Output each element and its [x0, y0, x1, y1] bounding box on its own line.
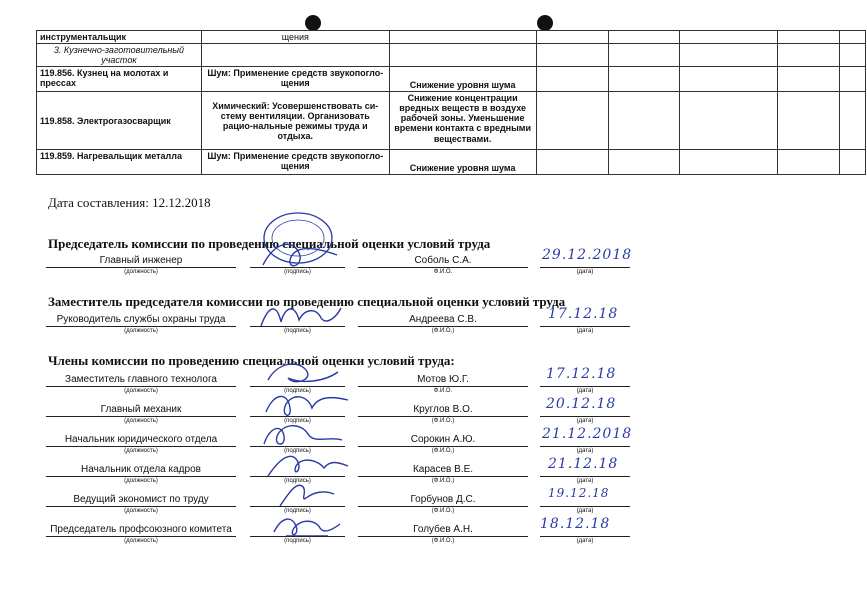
- position-caption: (должность): [124, 508, 158, 514]
- table-row: [37, 67, 866, 92]
- date-caption: (дата): [576, 328, 594, 334]
- name-field: Андреева С.В.: [358, 314, 528, 327]
- table-cell: [536, 67, 609, 92]
- position-field: Главный механик: [46, 404, 236, 417]
- table-cell: [680, 31, 778, 44]
- table-cell: Снижение концентрации вредных веществ в воздухе рабочей зоны. Уменьшение времени контакта с вредными веществами.: [389, 92, 536, 150]
- name-field: Соболь С.А.: [358, 255, 528, 268]
- members-heading: Члены комиссии по проведению специальной оценки условий труда:: [48, 353, 455, 368]
- table-cell: [389, 44, 536, 67]
- name-caption: Ф.И.О.: [433, 388, 453, 394]
- table-cell: инструментальщик: [37, 31, 202, 44]
- date-handwritten: 19.12.18: [548, 486, 610, 500]
- position-caption: (должность): [124, 418, 158, 424]
- date-handwritten: 17.12.18: [548, 306, 619, 322]
- signature-row: [0, 426, 867, 460]
- signature-row: [0, 486, 867, 520]
- position-field: Ведущий экономист по труду: [46, 494, 236, 507]
- name-field: Карасев В.Е.: [358, 464, 528, 477]
- table-cell: [389, 31, 536, 44]
- deputy-heading: Заместитель председателя комиссии по проведению специальной оценки условий труда: [48, 294, 566, 309]
- position-caption: (должность): [124, 388, 158, 394]
- table-cell: Химический: Усовершенствовать си-стему вентиляции. Организовать рацио-нальные режимы труда и отдыха.: [201, 92, 389, 150]
- name-field: Горбунов Д.С.: [358, 494, 528, 507]
- table-cell: [778, 67, 840, 92]
- table-cell: [778, 92, 840, 150]
- chairman-heading: Председатель комиссии по проведению специальной оценки условий труда: [48, 236, 491, 251]
- name-field: Мотов Ю.Г.: [358, 374, 528, 387]
- table-cell: [536, 31, 609, 44]
- signature-row: [0, 516, 867, 550]
- position-field: Заместитель главного технолога: [46, 374, 236, 387]
- signature-field: [250, 314, 345, 327]
- date-handwritten: 21.12.2018: [542, 426, 633, 442]
- punch-hole-left: [305, 15, 321, 31]
- date-caption: (дата): [576, 508, 594, 514]
- section-heading-cell: 3. Кузнечно-заготовительный участок: [37, 44, 202, 67]
- table-row: [37, 150, 866, 175]
- date-handwritten: 21.12.18: [548, 456, 619, 472]
- signature-caption: (подпись): [284, 328, 311, 334]
- date-handwritten: 20.12.18: [546, 396, 617, 412]
- signature-row: [0, 396, 867, 430]
- table-cell: [839, 31, 865, 44]
- name-field: Голубев А.Н.: [358, 524, 528, 537]
- signature-row: [0, 366, 867, 400]
- signature-caption: (подпись): [284, 448, 311, 454]
- date-handwritten: 17.12.18: [546, 366, 617, 382]
- table-cell: [839, 44, 865, 67]
- punch-hole-right: [537, 15, 553, 31]
- name-caption: (Ф.И.О.): [431, 448, 455, 454]
- table-cell: 119.858. Электрогазосварщик: [37, 92, 202, 150]
- signature-row: [0, 306, 867, 340]
- table-cell: [839, 67, 865, 92]
- position-caption: (должность): [124, 269, 158, 275]
- name-caption: (Ф.И.О.): [431, 328, 455, 334]
- signature-caption: (подпись): [284, 418, 311, 424]
- table-cell: [536, 150, 609, 175]
- table-cell: [536, 44, 609, 67]
- table-cell: Снижение уровня шума: [389, 150, 536, 175]
- name-caption: (Ф.И.О.): [431, 508, 455, 514]
- name-field: Круглов В.О.: [358, 404, 528, 417]
- date-caption: (дата): [576, 269, 594, 275]
- name-field: Сорокин А.Ю.: [358, 434, 528, 447]
- position-field: Руководитель службы охраны труда: [46, 314, 236, 327]
- name-caption: Ф.И.О.: [433, 269, 453, 275]
- name-caption: (Ф.И.О.): [431, 478, 455, 484]
- signature-caption: (подпись): [284, 269, 311, 275]
- date-caption: (дата): [576, 388, 594, 394]
- table-cell: [536, 92, 609, 150]
- signature-row: [0, 247, 867, 281]
- position-field: Главный инженер: [46, 255, 236, 268]
- position-caption: (должность): [124, 478, 158, 484]
- table-row: [37, 44, 866, 67]
- table-cell: [839, 92, 865, 150]
- date-handwritten: 29.12.2018: [542, 247, 633, 263]
- table-cell: Снижение уровня шума: [389, 67, 536, 92]
- table-cell: [609, 44, 680, 67]
- table-cell: [680, 150, 778, 175]
- signature-caption: (подпись): [284, 478, 311, 484]
- table-cell: [680, 92, 778, 150]
- table-cell: [839, 150, 865, 175]
- position-caption: (должность): [124, 538, 158, 544]
- table-cell: 119.859. Нагревальщик металла: [37, 150, 202, 175]
- position-field: Председатель профсоюзного комитета: [46, 524, 236, 537]
- position-caption: (должность): [124, 448, 158, 454]
- table-cell: [201, 44, 389, 67]
- table-cell: [609, 67, 680, 92]
- compilation-date: Дата составления: 12.12.2018: [48, 195, 211, 210]
- date-handwritten: 18.12.18: [540, 516, 611, 532]
- measures-table: [36, 30, 866, 175]
- table-cell: [778, 44, 840, 67]
- table-row: [37, 31, 866, 44]
- date-caption: (дата): [576, 478, 594, 484]
- table-cell: [609, 92, 680, 150]
- signature-field: [250, 524, 345, 537]
- signature-caption: (подпись): [284, 388, 311, 394]
- position-caption: (должность): [124, 328, 158, 334]
- position-field: Начальник отдела кадров: [46, 464, 236, 477]
- table-cell: 119.856. Кузнец на молотах и прессах: [37, 67, 202, 92]
- table-cell: [609, 150, 680, 175]
- table-cell: [680, 44, 778, 67]
- table-cell: [680, 67, 778, 92]
- date-caption: (дата): [576, 448, 594, 454]
- table-cell: [778, 31, 840, 44]
- name-caption: (Ф.И.О.): [431, 538, 455, 544]
- signature-caption: (подпись): [284, 508, 311, 514]
- date-caption: (дата): [576, 418, 594, 424]
- table-cell: Шум: Применение средств звукопогло-щения: [201, 150, 389, 175]
- signature-row: [0, 456, 867, 490]
- signature-caption: (подпись): [284, 538, 311, 544]
- table-cell: [609, 31, 680, 44]
- position-field: Начальник юридического отдела: [46, 434, 236, 447]
- table-cell: Шум: Применение средств звукопогло-щения: [201, 67, 389, 92]
- signature-field: [250, 255, 345, 268]
- table-cell: [778, 150, 840, 175]
- table-row: [37, 92, 866, 150]
- name-caption: (Ф.И.О.): [431, 418, 455, 424]
- table-cell: щения: [201, 31, 389, 44]
- date-caption: (дата): [576, 538, 594, 544]
